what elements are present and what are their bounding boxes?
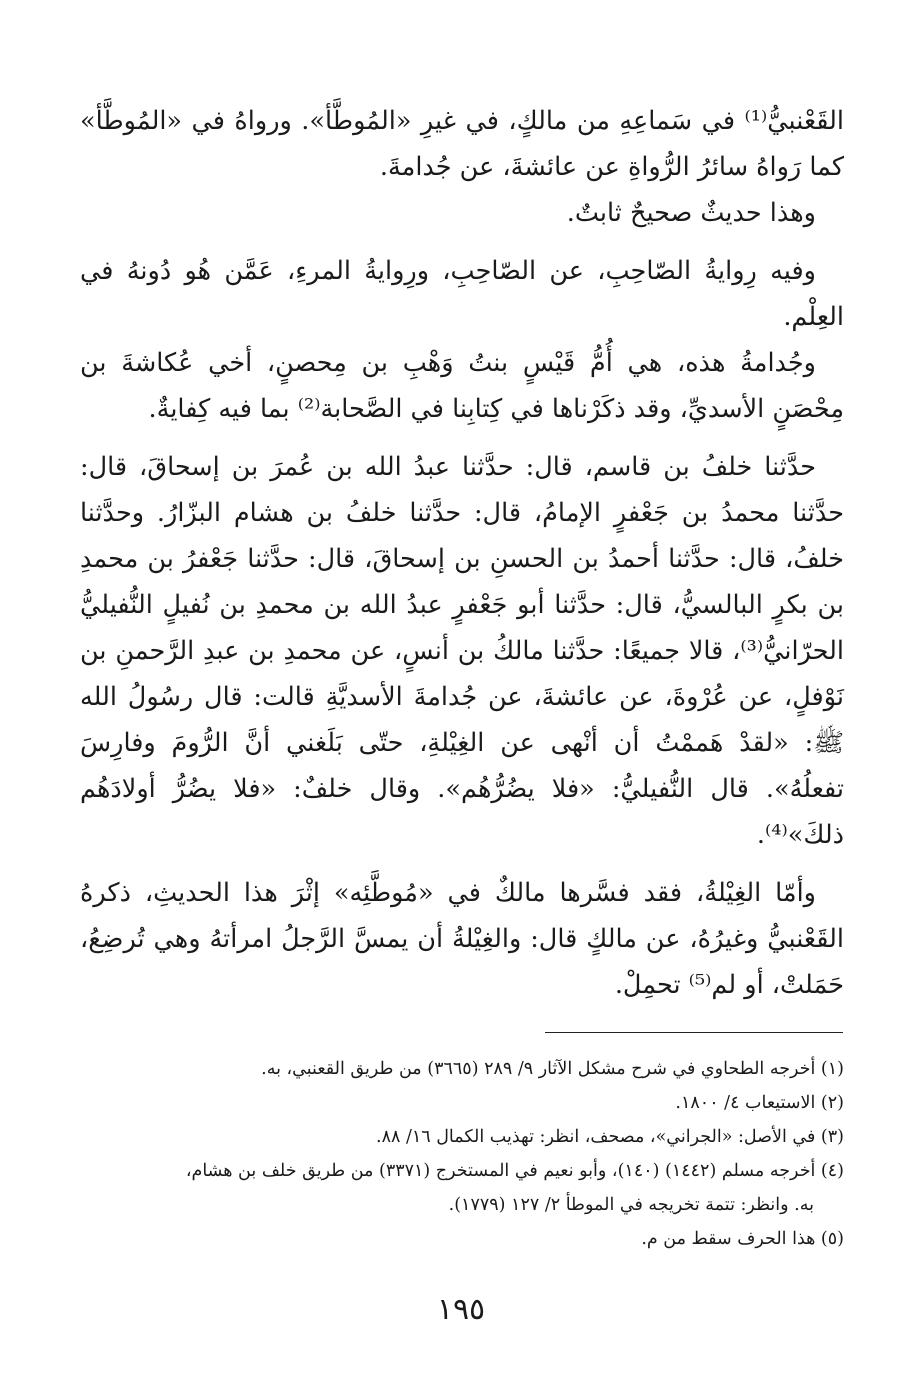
footnote-3: (٣) في الأصل: «الجراني»، مصحف، انظر: تهذيب الكمال ١٦/ ٨٨. <box>375 1127 844 1147</box>
paragraph-4: وجُدامةُ هذه، هي أُمُّ قَيْسٍ بنتُ وَهْبِ بن مِحصنٍ، أخي عُكاشةَ بن مِحْصَنٍ الأسديِّ، وقد ذكَرْناها في كِتابِنا في الصَّحابة⁽²⁾ بما فيه كِفايةٌ. <box>80 348 844 424</box>
paragraph-6: وأمّا الغِيْلةُ، فقد فسَّرها مالكٌ في «مُوطَّئِه» إثْرَ هذا الحديثِ، ذكرهُ القَعْنبيُّ وغيرُهُ، عن مالكٍ قال: والغِيْلةُ أن يمسَّ الرَّجلُ امرأتهُ وهي تُرضِعُ، حَمَلتْ، أو لم⁽⁵⁾ تحمِلْ. <box>80 878 844 1000</box>
footnote-1: (١) أخرجه الطحاوي في شرح مشكل الآثار ٩/ ٢٨٩ (٣٦٦٥) من طريق القعنبي، به. <box>261 1059 844 1079</box>
footnotes <box>80 1052 844 1256</box>
footnote-separator <box>545 1032 843 1033</box>
page-number: ١٩٥ <box>436 1292 486 1327</box>
paragraph-3: وفيه رِوايةُ الصّاحِبِ، عن الصّاحِبِ، ورِوايةُ المرءِ، عَمَّن هُو دُونهُ في العِلْم. <box>80 256 844 332</box>
paragraph-1: القَعْنبيُّ⁽¹⁾ في سَماعِهِ من مالكٍ، في غيرِ «المُوطَّأ». ورواهُ في «المُوطَّأ» كما رَواهُ سائرُ الرُّواةِ عن عائشةَ، عن جُدامةَ. <box>80 106 844 182</box>
footnote-4-continued: به. وانظر: تتمة تخريجه في الموطأ ٢/ ١٢٧ (١٧٧٩). <box>448 1195 814 1215</box>
main-text <box>80 98 844 1008</box>
paragraph-2: وهذا حديثٌ صحيحٌ ثابتٌ. <box>566 198 816 228</box>
paragraph-5: حدَّثنا خلفُ بن قاسم، قال: حدَّثنا عبدُ الله بن عُمرَ بن إسحاقَ، قال: حدَّثنا محمدُ بن جَعْفرٍ الإمامُ، قال: حدَّثنا خلفُ بن هشام البزّارُ. وحدَّثنا خلفُ، قال: حدَّثنا أحمدُ بن الحسنِ بن إسحاقَ، قال: حدَّثنا جَعْفرُ بن محمدِ بن بكرٍ البالسيُّ، قال: حدَّثنا أبو جَعْفرٍ عبدُ الله بن محمدِ بن نُفيلٍ النُّفيليُّ الحرّانيُّ⁽³⁾، قالا جميعًا: حدَّثنا مالكُ بن أنسٍ، عن محمدِ بن عبدِ الرَّحمنِ بن نَوْفلٍ، عن عُرْوةَ، عن عائشةَ، عن جُدامةَ الأسديَّةِ قالت: قال رسُولُ الله ﷺ: «لقدْ هَممْتُ أن أنْهى عن الغِيْلةِ، حتّى بَلَغني أنَّ الرُّومَ وفارِسَ تفعلُهُ». قال النُّفيليُّ: «فلا يضُرُّهُم». وقال خلفٌ: «فلا يضُرُّ أولادَهُم ذلكَ»⁽⁴⁾. <box>80 452 844 850</box>
footnote-2: (٢) الاستيعاب ٤/ ١٨٠٠. <box>675 1093 844 1113</box>
footnote-4: (٤) أخرجه مسلم (١٤٤٢) (١٤٠)، وأبو نعيم في المستخرج (٣٣٧١) من طريق خلف بن هشام، <box>185 1161 844 1181</box>
footnote-5: (٥) هذا الحرف سقط من م. <box>641 1229 844 1249</box>
